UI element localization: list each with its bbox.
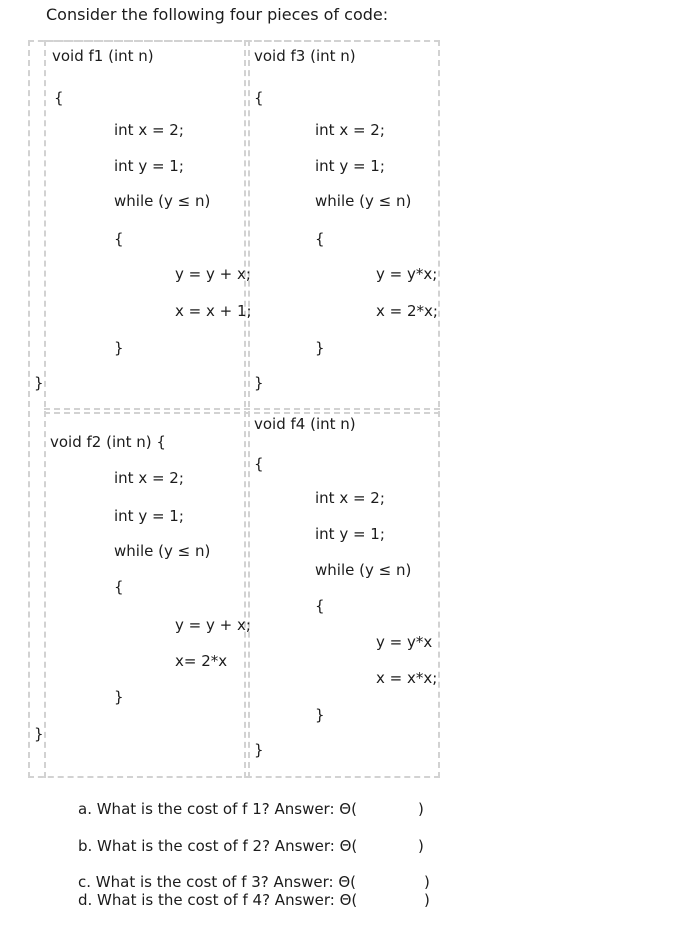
f4-line: y = y*x: [376, 633, 433, 651]
f4-line: }: [315, 706, 325, 724]
f1-top-border: [44, 40, 440, 42]
question-b: b. What is the cost of f 2? Answer: Θ(: [78, 837, 358, 855]
intro-text: Consider the following four pieces of code:: [46, 5, 389, 24]
f2-line: y = y + x;: [175, 616, 251, 634]
f2-line: x= 2*x: [175, 652, 228, 670]
grid-horizontal-divider: [44, 408, 440, 410]
f1-open-brace: {: [54, 89, 64, 107]
f3-close-brace: }: [254, 374, 264, 392]
question-c: c. What is the cost of f 3? Answer: Θ(: [78, 873, 356, 891]
f1-line: while (y ≤ n): [114, 192, 211, 210]
f2-signature: void f2 (int n) {: [50, 433, 166, 451]
f4-open-brace: {: [254, 455, 264, 473]
f4-signature: void f4 (int n): [254, 415, 356, 433]
f4-line: x = x*x;: [376, 669, 438, 687]
f4-close-brace: }: [254, 741, 264, 759]
f1-line: int y = 1;: [114, 157, 184, 175]
f2-line: int x = 2;: [114, 469, 184, 487]
f2-line: }: [114, 688, 124, 706]
f2-line: while (y ≤ n): [114, 542, 211, 560]
f2-line: int y = 1;: [114, 507, 184, 525]
f4-line: {: [315, 597, 325, 615]
f1-line: {: [114, 230, 124, 248]
f1-left-divider: [44, 40, 46, 778]
question-a: a. What is the cost of f 1? Answer: Θ(: [78, 800, 357, 818]
f1-close-brace: }: [34, 374, 44, 392]
f3-line: int y = 1;: [315, 157, 385, 175]
grid-horizontal-divider-2: [44, 412, 440, 414]
answer-b-close: ): [418, 837, 424, 855]
f4-line: int x = 2;: [315, 489, 385, 507]
f4-line: while (y ≤ n): [315, 561, 412, 579]
grid-vertical-divider: [244, 40, 246, 778]
f2-close-brace: }: [34, 725, 44, 743]
f3-line: }: [315, 339, 325, 357]
f3-line: while (y ≤ n): [315, 192, 412, 210]
f4-line: int y = 1;: [315, 525, 385, 543]
grid-vertical-divider-2: [248, 40, 250, 778]
f1-line: x = x + 1;: [175, 302, 252, 320]
question-d: d. What is the cost of f 4? Answer: Θ(: [78, 891, 358, 909]
f1-line: }: [114, 339, 124, 357]
f1-line: y = y + x;: [175, 265, 251, 283]
f3-line: y = y*x;: [376, 265, 438, 283]
answer-a-close: ): [418, 800, 424, 818]
f1-line: int x = 2;: [114, 121, 184, 139]
f1-signature: void f1 (int n): [52, 47, 154, 65]
f3-line: int x = 2;: [315, 121, 385, 139]
answer-c-close: ): [424, 873, 430, 891]
f3-signature: void f3 (int n): [254, 47, 356, 65]
f3-line: x = 2*x;: [376, 302, 438, 320]
f2-line: {: [114, 578, 124, 596]
f3-line: {: [315, 230, 325, 248]
f3-open-brace: {: [254, 89, 264, 107]
answer-d-close: ): [424, 891, 430, 909]
